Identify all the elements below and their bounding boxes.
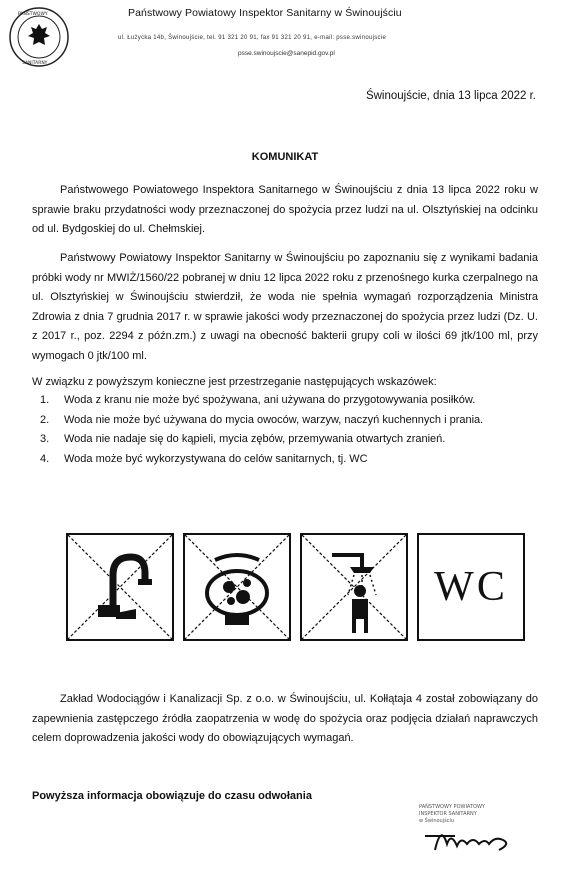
header-email: psse.swinoujscie@sanepid.gov.pl (238, 50, 335, 57)
document-title: KOMUNIKAT (251, 151, 319, 163)
instruction-item: 4. Woda może być wykorzystywana do celów sanitarnych, tj. WC (40, 452, 368, 465)
instructions-list (40, 391, 510, 469)
header-address: ul. Łużycka 14b, Świnoujście, tel. 91 321 20 91, fax 91 321 20 91, e-mail: psse.swinoujscie (118, 35, 387, 41)
paragraph-findings: Państwowy Powiatowy Inspektor Sanitarny w Świnoujściu po zapoznaniu się z wynikami badania próbki wody nr MWIŻ/1560/22 pobranej w dniu 12 lipca 2022 roku z przenośnego kurka czerpalnego na ul. Olsztyńskiej w Świnoujściu stwierdził, że woda nie spełnia wymagań rozporządzenia Ministra Zdrowia z dnia 7 grudnia 2017 r. w sprawie jakości wody przeznaczonej do spożycia przez ludzi (Dz. U. z 2017 r., poz. 2294 z późn.zm.) z uwagi na obecność bakterii grupy coli w ilości 69 jtk/100 ml, przy wymogach 0 jtk/100 ml. (32, 252, 538, 362)
state-emblem-seal (8, 6, 70, 68)
paragraph-utility-obligation: Zakład Wodociągów i Kanalizacji Sp. z o.o. w Świnoujściu, ul. Kołłątaja 4 został zobowiązany do zapewnienia zastępczego źródła zaopatrzenia w wodę do spożycia oraz podjęcia działań naprawczych celem doprowadzenia jakości wody do obowiązujących wymagań. (32, 693, 538, 744)
no-washing-dishes-icon (183, 533, 291, 641)
wc-label: WC (434, 564, 508, 610)
document-date: Świnoujście, dnia 13 lipca 2022 r. (365, 90, 536, 102)
svg-text:SANITARNY: SANITARNY (22, 61, 48, 66)
instruction-item: 1. Woda z kranu nie może być spożywana, ani używana do przygotowywania posiłków. (40, 394, 476, 406)
paragraph-announcement: Państwowego Powiatowego Inspektora Sanitarnego w Świnoujściu z dnia 13 lipca 2022 roku w sprawie braku przydatności wody przeznaczonej do spożycia przez ludzi na ul. Olsztyńskiej na odcinku od ul. Bydgoskiej do ul. Chełmskiej. (32, 184, 538, 235)
signature-stamp (415, 800, 555, 860)
instruction-item: 2. Woda nie może być używana do mycia owoców, warzyw, naczyń kuchennych i prania. (40, 413, 484, 426)
svg-text:PAŃSTWOWY POWIATOWY: PAŃSTWOWY POWIATOWY (419, 804, 485, 810)
instructions-lead: W związku z powyższym konieczne jest przestrzeganie następujących wskazówek: (32, 376, 437, 388)
svg-text:PAŃSTWOWY: PAŃSTWOWY (18, 12, 48, 17)
svg-text:w Świnoujściu: w Świnoujściu (419, 818, 455, 824)
no-shower-icon (300, 533, 408, 641)
header-authority-name: Państwowy Powiatowy Inspektor Sanitarny w Świnoujściu (128, 7, 402, 19)
no-drinking-tap-icon (66, 533, 174, 641)
svg-text:INSPEKTOR SANITARNY: INSPEKTOR SANITARNY (419, 811, 477, 817)
wc-icon (417, 533, 525, 641)
instruction-item: 3. Woda nie nadaje się do kąpieli, mycia zębów, przemywania otwartych zranień. (40, 433, 446, 445)
validity-note: Powyższa informacja obowiązuje do czasu odwołania (32, 790, 312, 802)
